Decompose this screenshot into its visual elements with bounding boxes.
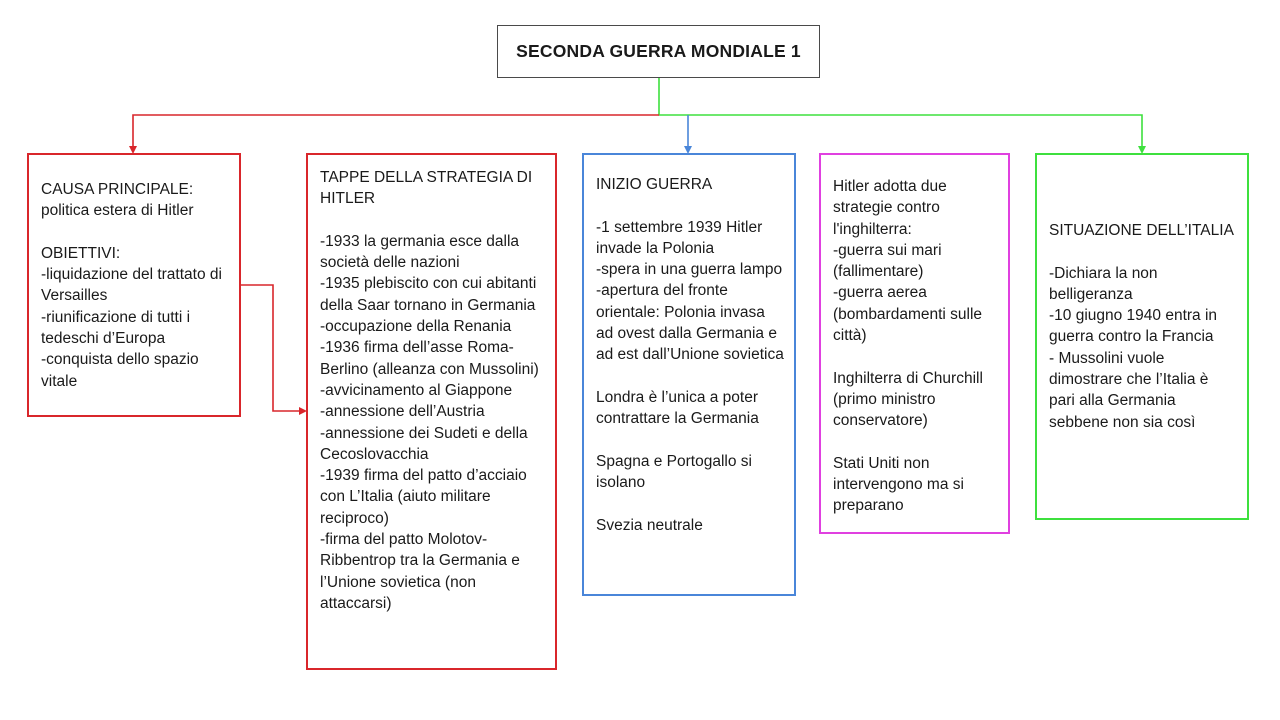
box-line: -spera in una guerra lampo xyxy=(596,261,783,279)
box-line: -10 giugno 1940 entra in guerra contro la Francia xyxy=(1049,307,1222,346)
box-inizio-guerra xyxy=(582,153,796,596)
box-line: TAPPE DELLA STRATEGIA DI HITLER xyxy=(320,169,537,208)
box-line: -riunificazione di tutti i tedeschi d’Europa xyxy=(41,308,195,348)
box-line: - Mussolini vuole dimostrare che l’Italia è pari alla Germania sebbene non sia così xyxy=(1049,349,1213,431)
box-line: -Dichiara la non belligeranza xyxy=(1049,264,1162,303)
box-line xyxy=(41,222,229,243)
title-box xyxy=(497,25,820,78)
box-line xyxy=(320,210,545,231)
box-line: -annessione dell’Austria xyxy=(320,403,485,421)
box-line: -liquidazione del trattato di Versailles xyxy=(41,266,227,305)
box-line: -1933 la germania esce dalla società delle nazioni xyxy=(320,232,524,272)
box-line: Svezia neutrale xyxy=(596,516,703,534)
box-line: -1939 firma del patto d’acciaio con L’Italia (aiuto militare reciproco) xyxy=(320,467,532,527)
box-line: CAUSA PRINCIPALE: xyxy=(41,181,194,198)
box-line: Londra è l’unica a poter contrattare la Germania xyxy=(596,388,763,428)
red-connector-causa-tappe xyxy=(241,285,301,411)
box-line: SITUAZIONE DELL’ITALIA xyxy=(1049,222,1234,239)
box-line: OBIETTIVI: xyxy=(41,244,121,262)
green-connector xyxy=(659,78,1142,148)
box-line: -annessione dei Sudeti e della Cecoslovacchia xyxy=(320,424,532,463)
box-line: -guerra sui mari (fallimentare) xyxy=(833,241,946,281)
diagram-title: SECONDA GUERRA MONDIALE 1 xyxy=(516,40,801,61)
box-line: -1 settembre 1939 Hitler invade la Polonia xyxy=(596,218,767,257)
box-line: -firma del patto Molotov-Ribbentrop tra la Germania e l’Unione sovietica (non attaccarsi) xyxy=(320,531,525,612)
box-line: INIZIO GUERRA xyxy=(596,176,713,193)
box-line: -conquista dello spazio vitale xyxy=(41,351,203,390)
box-line xyxy=(833,346,998,367)
box-line xyxy=(596,195,784,216)
box-line: -apertura del fronte orientale: Polonia invasa ad ovest dalla Germania e ad est dall’Unione sovietica xyxy=(596,282,784,364)
box-line: Hitler adotta due strategie contro l'inghilterra: xyxy=(833,178,952,238)
box-causa-principale xyxy=(27,153,241,417)
box-line: -occupazione della Renania xyxy=(320,318,512,336)
box-line xyxy=(1049,241,1237,262)
box-line: politica estera di Hitler xyxy=(41,202,194,220)
box-line: Stati Uniti non intervengono ma si preparano xyxy=(833,454,969,515)
box-line: Spagna e Portogallo si isolano xyxy=(596,452,757,492)
box-strategie-hitler xyxy=(819,153,1010,534)
box-line xyxy=(833,432,998,453)
box-line xyxy=(596,366,784,387)
box-tappe-strategia xyxy=(306,153,557,670)
box-line xyxy=(596,493,784,514)
box-line: Inghilterra di Churchill (primo ministro conservatore) xyxy=(833,369,988,430)
box-line: -guerra aerea (bombardamenti sulle città) xyxy=(833,284,987,345)
box-line xyxy=(596,430,784,451)
box-line: -1935 plebiscito con cui abitanti della Saar tornano in Germania xyxy=(320,275,541,314)
red-connector xyxy=(133,115,659,148)
box-situazione-italia xyxy=(1035,153,1249,520)
box-line: -avvicinamento al Giappone xyxy=(320,381,513,399)
box-line: -1936 firma dell’asse Roma-Berlino (alleanza con Mussolini) xyxy=(320,339,539,378)
